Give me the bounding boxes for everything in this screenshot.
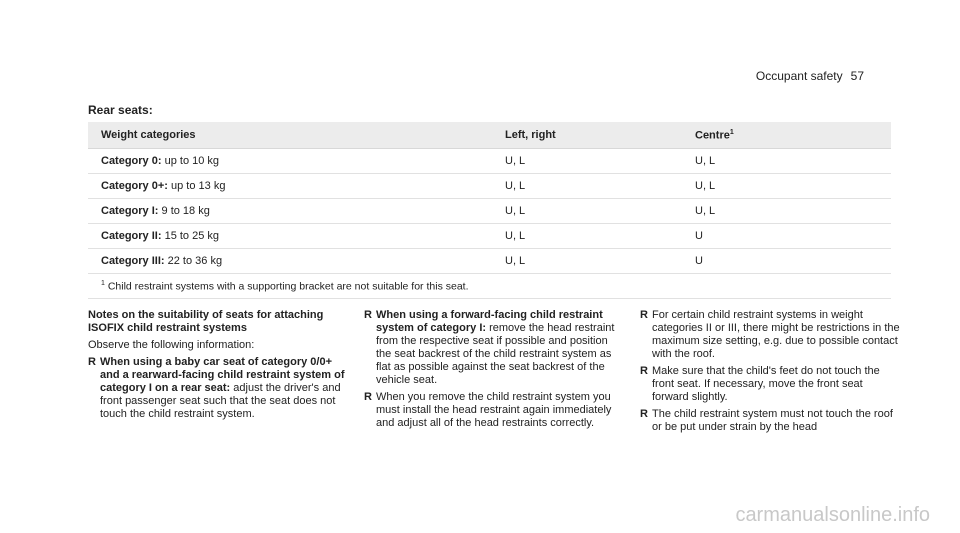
- page-number: 57: [850, 69, 864, 83]
- list-item: R When using a forward-facing child restraint system of category I: remove the head restraint from the respective seat if possible and position the seat backrest of the child restraint system as flat as possible against the seat backrest of the vehicle seat.: [364, 309, 615, 386]
- table-row: [88, 199, 891, 224]
- left-right-cell: U, L: [492, 249, 682, 274]
- table-header-row: [88, 122, 891, 149]
- weight-cell: Category I: 9 to 18 kg: [88, 199, 492, 224]
- left-right-cell: U, L: [492, 149, 682, 174]
- section-name: Occupant safety: [755, 69, 843, 83]
- column-3: [640, 309, 902, 438]
- list-item: R Make sure that the child's feet do not touch the front seat. If necessary, move the front seat forward slightly.: [640, 365, 880, 403]
- bullet-icon: R: [640, 365, 648, 377]
- col-header-weight: Weight categories: [88, 122, 492, 149]
- column-2: [364, 309, 626, 434]
- centre-cell: U: [682, 224, 891, 249]
- page-header: [756, 69, 864, 83]
- centre-cell: U, L: [682, 149, 891, 174]
- bullet-icon: R: [88, 356, 96, 368]
- observe-intro: Observe the following information:: [88, 339, 255, 351]
- table-row: [88, 249, 891, 274]
- weight-cell: Category II: 15 to 25 kg: [88, 224, 492, 249]
- col-header-left-right: Left, right: [492, 122, 682, 149]
- list-item: R The child restraint system must not touch the roof or be put under strain by the head: [640, 408, 893, 433]
- list-item: R When using a baby car seat of category 0/0+ and a rearward-facing child restraint system of category I on a rear seat: adjust the driver's and front passenger seat such that the seat does not touch the child restraint system.: [88, 356, 345, 420]
- bullet-icon: R: [364, 309, 372, 321]
- bullet-icon: R: [640, 408, 648, 420]
- column-1: [88, 309, 350, 425]
- left-right-cell: U, L: [492, 199, 682, 224]
- centre-cell: U, L: [682, 199, 891, 224]
- table-row: [88, 224, 891, 249]
- centre-cell: U: [682, 249, 891, 274]
- bullet-icon: R: [640, 309, 648, 321]
- table-row: [88, 149, 891, 174]
- bullet-icon: R: [364, 391, 372, 403]
- table-row: [88, 174, 891, 199]
- seats-table: [88, 122, 891, 299]
- centre-cell: U, L: [682, 174, 891, 199]
- weight-cell: Category 0+: up to 13 kg: [88, 174, 492, 199]
- rear-seats-title: Rear seats:: [88, 103, 153, 117]
- footnote: $^1$ Child restraint systems with a supporting bracket are not suitable for this seat.: [88, 274, 891, 299]
- col-header-centre: Centre$^1$: [682, 122, 891, 149]
- isofix-heading: Notes on the suitability of seats for attaching ISOFIX child restraint systems: [88, 309, 324, 334]
- weight-cell: Category III: 22 to 36 kg: [88, 249, 492, 274]
- weight-cell: Category 0: up to 10 kg: [88, 149, 492, 174]
- watermark: carmanualsonline.info: [735, 504, 930, 526]
- left-right-cell: U, L: [492, 174, 682, 199]
- table-footnote-row: [88, 274, 891, 299]
- list-item: R When you remove the child restraint system you must install the head restraint again immediately and adjust all of the head restraints correctly.: [364, 391, 612, 429]
- left-right-cell: U, L: [492, 224, 682, 249]
- list-item: R For certain child restraint systems in weight categories II or III, there might be restrictions in the maximum size setting, e.g. due to possible contact with the roof.: [640, 309, 900, 360]
